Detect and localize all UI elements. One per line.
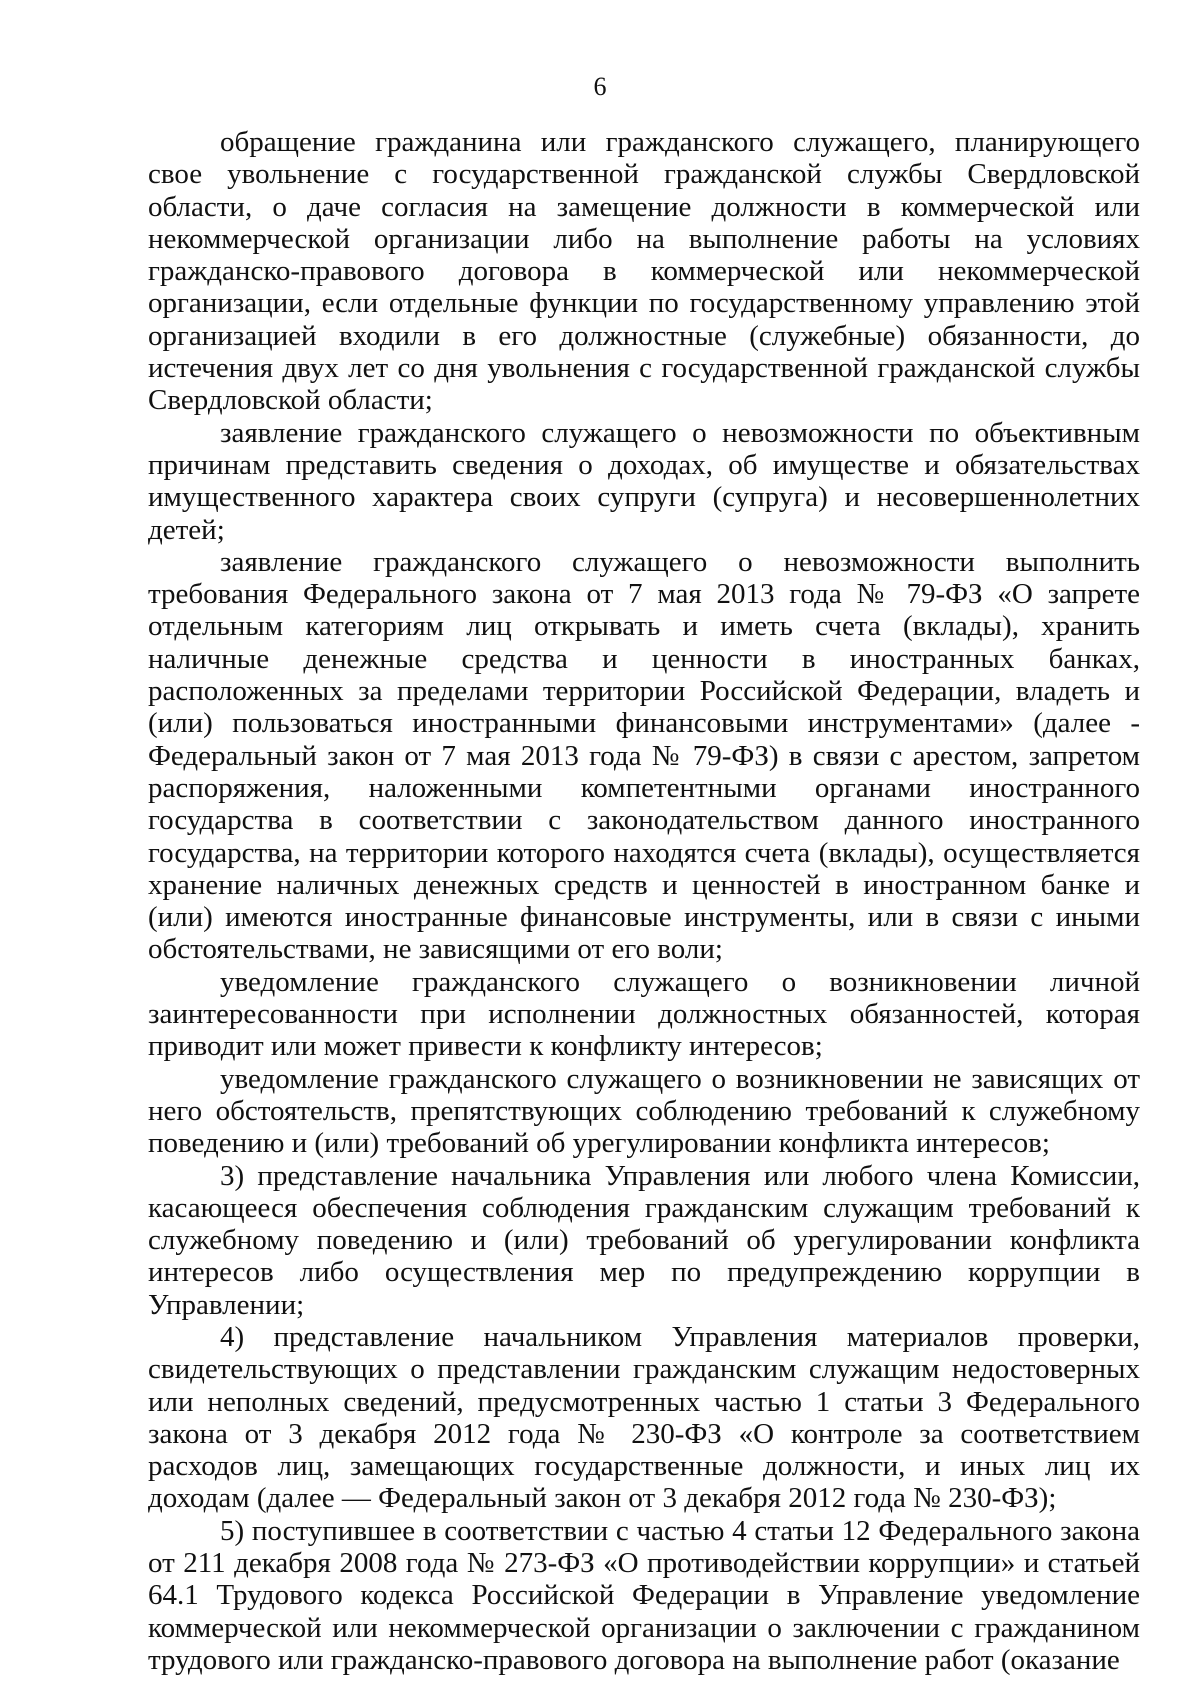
paragraph-personal-interest: уведомление гражданского служащего о возникновении личной заинтересованности при исполнении должностных обязанностей, которая приводит или может привести к конфликту интересов;	[148, 965, 1140, 1063]
paragraph-item-4: 4) представление начальником Управления материалов проверки, свидетельствующих о представлении гражданским служащим недостоверных или неполных сведений, предусмотренных частью 1 статьи 3 Федерального закона от 3 декабря 2012 года № 230-ФЗ «О контроле за соответствием расходов лиц, замещающих государственные должности, и иных лиц их доходам (далее — Федеральный закон от 3 декабря 2012 года № 230-ФЗ);	[148, 1320, 1140, 1515]
document-body	[148, 126, 1140, 1676]
paragraph-income-statement: заявление гражданского служащего о невозможности по объективным причинам представить сведения о доходах, об имуществе и обязательствах имущественного характера своих супруги (супруга) и несовершеннолетних детей;	[148, 416, 1140, 546]
paragraph-request-consent: обращение гражданина или гражданского служащего, планирующего свое увольнение с государственной гражданской службы Свердловской области, о даче согласия на замещение должности в коммерческой или некоммерческой организации либо на выполнение работы на условиях гражданско-правового договора в коммерческой или некоммерческой организации, если отдельные функции по государственному управлению этой организацией входили в его должностные (служебные) обязанности, до истечения двух лет со дня увольнения с государственной гражданской службы Свердловской области;	[148, 126, 1140, 417]
page-number: 6	[593, 72, 607, 101]
paragraph-circumstances: уведомление гражданского служащего о возникновении не зависящих от него обстоятельств, препятствующих соблюдению требований к служебному поведению и (или) требований об урегулировании конфликта интересов;	[148, 1062, 1140, 1160]
paragraph-foreign-accounts: заявление гражданского служащего о невозможности выполнить требования Федерального закона от 7 мая 2013 года № 79-ФЗ «О запрете отдельным категориям лиц открывать и иметь счета (вклады), хранить наличные денежные средства и ценности в иностранных банках, расположенных за пределами территории Российской Федерации, владеть и (или) пользоваться иностранными финансовыми инструментами» (далее - Федеральный закон от 7 мая 2013 года № 79-ФЗ) в связи с арестом, запретом распоряжения, наложенными компетентными органами иностранного государства в соответствии с законодательством данного иностранного государства, на территории которого находятся счета (вклады), осуществляется хранение наличных денежных средств и ценностей в иностранном банке и (или) имеются иностранные финансовые инструменты, или в связи с иными обстоятельствами, не зависящими от его воли;	[148, 545, 1140, 966]
paragraph-item-3: 3) представление начальника Управления или любого члена Комиссии, касающееся обеспечения соблюдения гражданским служащим требований к служебному поведению и (или) требований об урегулировании конфликта интересов либо осуществления мер по предупреждению коррупции в Управлении;	[148, 1159, 1140, 1321]
paragraph-item-5: 5) поступившее в соответствии с частью 4 статьи 12 Федерального закона от 211 декабря 2008 года № 273-ФЗ «О противодействии коррупции» и статьей 64.1 Трудового кодекса Российской Федерации в Управление уведомление коммерческой или некоммерческой организации о заключении с гражданином трудового или гражданско-правового договора на выполнение работ (оказание	[148, 1514, 1140, 1676]
